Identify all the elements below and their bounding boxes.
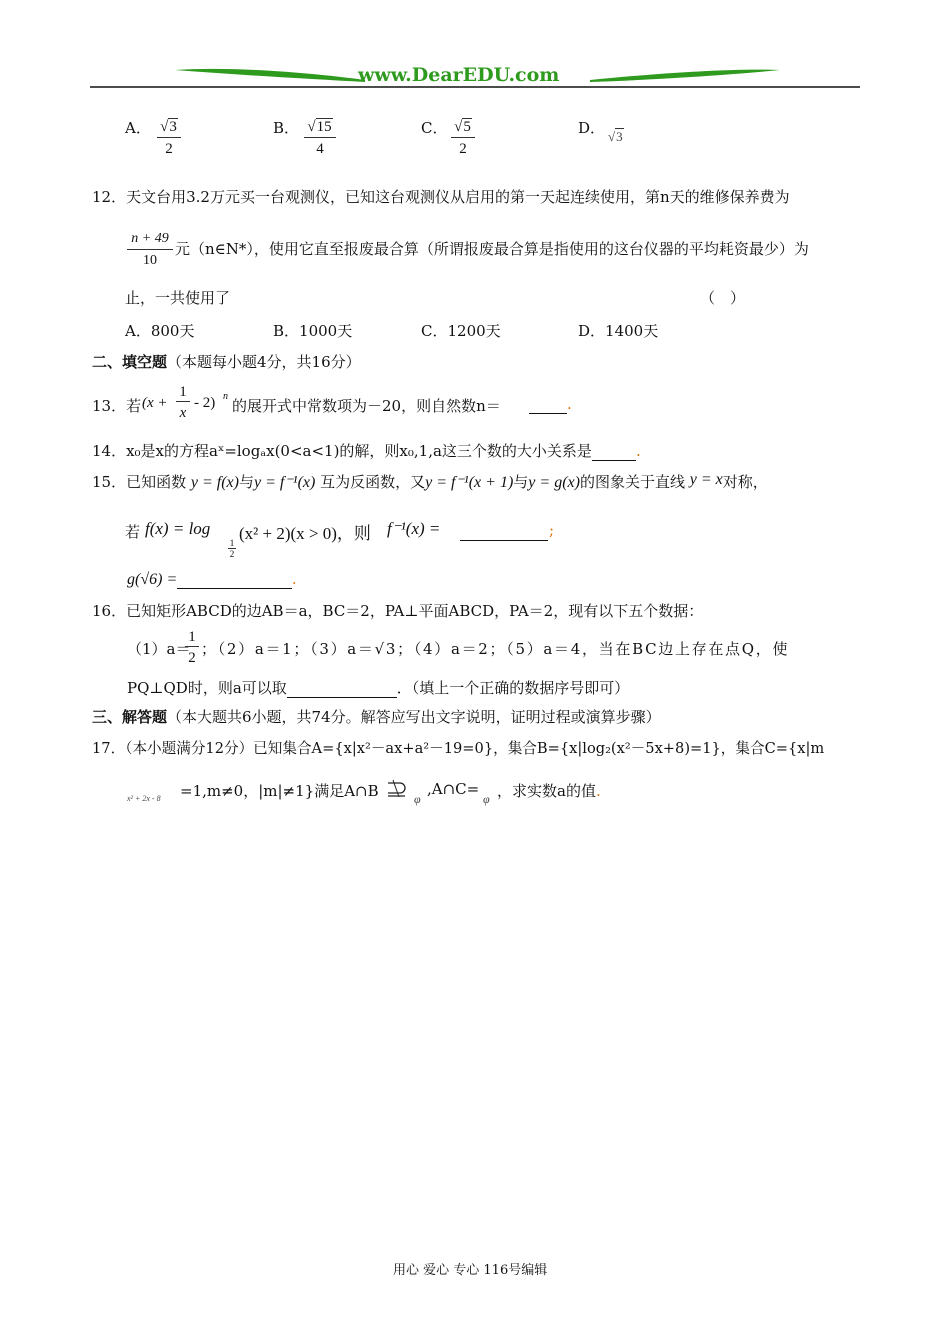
header-brand: www.DearEDU.com (358, 64, 560, 86)
q14-answer-blank[interactable] (592, 443, 636, 461)
q17-line2: x² + 2x - 8 =1,m≠0，|m|≠1}满足A∩B φ ,A∩C= φ ，求实数a的值. (127, 780, 601, 806)
q12-line1: 12．天文台用3.2万元买一台观测仪，已知这台观测仪从启用的第一天起连续使用，第n天的维修保养费为 (92, 188, 790, 206)
q13-answer-blank[interactable] (529, 395, 567, 414)
q11-option-b-value: √15 4 (304, 117, 336, 160)
section2-heading: 二、填空题（本题每小题4分，共16分） (92, 353, 361, 371)
q16-line3: PQ⊥QD时，则a可以取 ．（填上一个正确的数据序号即可） (127, 679, 630, 697)
q11-option-d-value: √3 (608, 129, 623, 144)
q16-line1: 16．已知矩形ABCD的边AB＝a，BC＝2，PA⊥平面ABCD，PA＝2，现有以下五个数据： (92, 602, 704, 620)
q11-option-c-value: √5 2 (451, 117, 475, 160)
q14: 14．x₀是x的方程aˣ=logₐx(0<a<1)的解，则x₀,1,a这三个数的大小关系是 . (92, 442, 641, 460)
footer: 用心 爱心 专心 116号编辑 (393, 1263, 548, 1278)
q16-line2: （1）a＝ 1 2 ；（2）a＝1；（3）a＝√3；（4）a＝2；（5）a＝4，当在BC边上存在点Q，使 (127, 629, 790, 666)
q11-option-b: B． (273, 119, 300, 137)
q12-line2: 元（n∈N*），使用它直至报废最合算（所谓报废最合算是指使用的这台仪器的平均耗资最少）为 (175, 240, 809, 258)
q12-option-b: B．1000天 (273, 322, 353, 340)
q11-option-c: C． (421, 119, 448, 137)
q12-option-d: D．1400天 (578, 322, 659, 340)
q15-g-blank[interactable] (177, 571, 292, 589)
q12-fraction: n + 49 10 (127, 229, 173, 272)
section3-heading: 三、解答题（本大题共6小题，共74分。解答应写出文字说明，证明过程或演算步骤） (92, 708, 661, 726)
q12-option-a: A．800天 (125, 322, 195, 340)
q12-line3: 止，一共使用了 (125, 289, 231, 307)
q11-option-a: A． (125, 119, 151, 137)
q15-finv-blank[interactable] (460, 521, 548, 541)
q16-answer-blank[interactable] (287, 680, 397, 698)
q12-option-c: C．1200天 (421, 322, 501, 340)
q15-line3: g(√6) = . (127, 571, 297, 588)
superset-not-equal-icon (385, 778, 409, 798)
q12-answer-paren: （ ） (700, 289, 746, 307)
q11-option-a-value: √3 2 (157, 117, 181, 160)
q11-option-d: D． (578, 119, 606, 137)
q17-line1: 17．（本小题满分12分）已知集合A={x|x²－ax+a²－19=0}，集合B={x|log₂(x²－5x+8)=1}，集合C={x|m (92, 740, 825, 757)
q15-line1: 15．已知函数 y = f(x)与y = f⁻¹(x) 互为反函数，又y = f⁻¹(x + 1)与y = g(x)的图象关于直线 y = x对称， (92, 471, 768, 491)
header-banner (90, 62, 860, 92)
